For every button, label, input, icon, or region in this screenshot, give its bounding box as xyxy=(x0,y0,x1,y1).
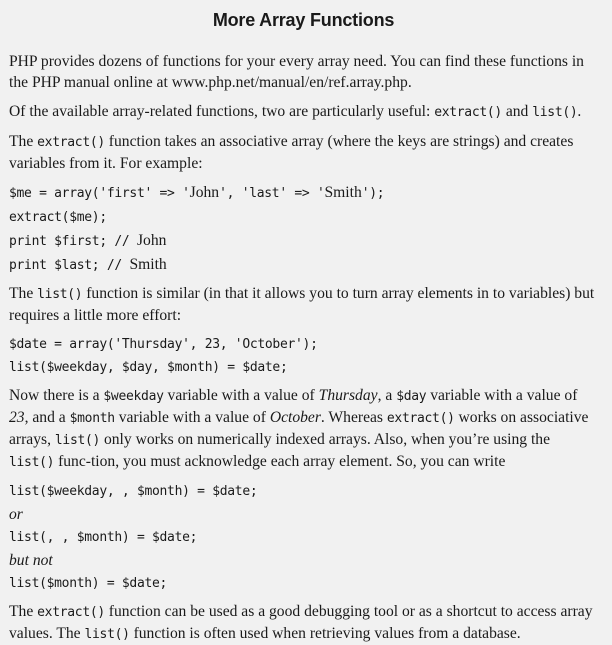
code-line xyxy=(9,254,598,276)
inline-code-extract: extract() xyxy=(37,605,105,620)
code-string-value: Smith xyxy=(324,184,362,201)
inline-code-extract: extract() xyxy=(434,105,502,120)
text-span: The xyxy=(9,285,38,302)
or-label: or xyxy=(9,506,23,523)
code-line xyxy=(9,230,598,252)
code-comment-value: Smith xyxy=(129,256,167,273)
text-span: . Whereas xyxy=(320,409,387,426)
text-span: func-tion, you must acknowledge each array element. So, you can write xyxy=(54,453,506,470)
text-span: The xyxy=(9,133,38,150)
code-line: $date = array('Thursday', 23, 'October'); xyxy=(9,337,318,352)
paragraph-intro: PHP provides dozens of functions for your every array need. You can find these functions in the PHP manual online at www.php.net/manual/en/ref.array.php. xyxy=(9,53,584,91)
inline-code-list: list() xyxy=(37,287,83,302)
text-span: function takes an associative array (where the keys are strings) and creates variables from it. For example: xyxy=(9,133,574,172)
inline-code: $weekday xyxy=(103,389,164,404)
inline-code-extract: extract() xyxy=(37,135,105,150)
paragraph-list-explanation xyxy=(9,385,598,473)
text-span: function is similar (in that it allows you to turn array elements in to variables) but requires a little more effort: xyxy=(9,285,595,324)
text-span: variable with a value of xyxy=(114,409,270,426)
italic-value: October xyxy=(269,409,321,426)
text-span: function is often used when retrieving values from a database. xyxy=(129,625,521,642)
code-line: list(, , $month) = $date; xyxy=(9,530,198,545)
paragraph-conclusion xyxy=(9,601,598,645)
inline-code-list: list() xyxy=(532,105,578,120)
text-span: , and a xyxy=(24,409,70,426)
text-span: . xyxy=(577,103,582,120)
code-block-list-examples xyxy=(9,481,598,594)
text-span: variable with a value of xyxy=(163,387,319,404)
italic-value: Thursday xyxy=(318,387,378,404)
code-line: list($weekday, $day, $month) = $date; xyxy=(9,360,288,375)
but-not-label: but not xyxy=(9,552,53,569)
text-span: , a xyxy=(377,387,397,404)
inline-code: extract() xyxy=(386,411,455,426)
sidebar-title: More Array Functions xyxy=(212,10,395,30)
code-block-list xyxy=(9,334,598,378)
code-text: $me = array('first' => ' xyxy=(9,186,190,201)
inline-code: list() xyxy=(54,433,101,448)
text-span: works on associative arrays, xyxy=(9,409,589,448)
code-line: list($month) = $date; xyxy=(9,576,168,591)
text-span: Of the available array-related functions, two are particularly useful: xyxy=(9,103,435,120)
code-text: print $last; // xyxy=(9,258,130,273)
paragraph-useful-functions xyxy=(9,101,598,123)
code-comment-value: John xyxy=(136,232,167,249)
inline-code: $month xyxy=(69,411,115,426)
paragraph-list-description xyxy=(9,283,598,326)
code-text: print $first; // xyxy=(9,234,137,249)
text-span: variable with a value of xyxy=(426,387,578,404)
italic-value: 23 xyxy=(9,409,25,426)
text-span: The xyxy=(9,603,38,620)
inline-code: list() xyxy=(9,455,55,470)
code-text: '); xyxy=(361,186,385,201)
code-line: list($weekday, , $month) = $date; xyxy=(9,484,258,499)
code-line xyxy=(9,182,598,204)
code-block-extract xyxy=(9,182,598,276)
text-span: Now there is a xyxy=(9,387,104,404)
code-line xyxy=(9,206,598,228)
code-text: ', 'last' => ' xyxy=(219,186,325,201)
inline-code: $day xyxy=(396,389,427,404)
code-string-value: John xyxy=(189,184,220,201)
text-span: only works on numerically indexed arrays. Also, when you’re using the xyxy=(100,431,551,448)
paragraph-extract-description xyxy=(9,131,598,174)
text-span: and xyxy=(501,103,533,120)
inline-code-list: list() xyxy=(84,627,130,642)
code-text: extract($me); xyxy=(9,210,107,225)
text-span: function can be used as a good debugging tool or as a shortcut to access array values. The xyxy=(9,603,593,642)
